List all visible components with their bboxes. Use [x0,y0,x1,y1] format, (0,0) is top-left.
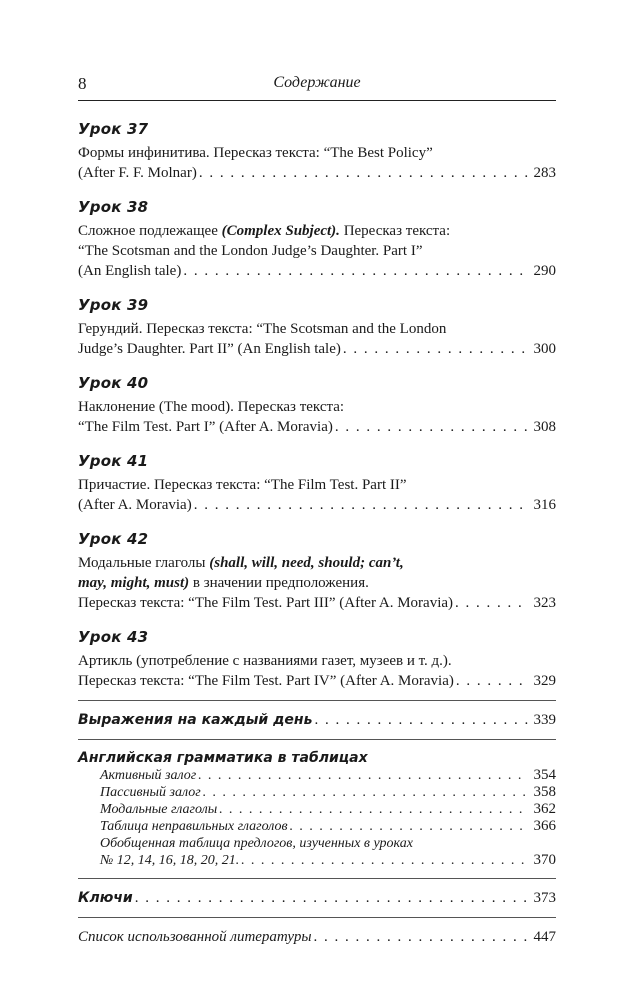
page-ref: 300 [533,341,556,357]
entry-line [78,573,556,593]
section-expressions [78,710,556,730]
entry-text: (After A. Moravia) [78,497,192,513]
entry-text: (An English tale) [78,263,182,279]
entry-text: Пересказ текста: “The Film Test. Part III” (After A. Moravia) [78,595,454,611]
entry-last-line [78,593,556,613]
subitem-label: Таблица неправильных глаголов [100,819,288,834]
page-ref: 329 [533,673,556,689]
page-number: 8 [78,74,87,93]
divider [78,917,556,918]
dot-leader [456,671,528,691]
entry-text: Сложное подлежащее [78,223,222,239]
lesson-heading: Урок 40 [78,374,149,392]
divider [78,700,556,701]
section-title: Английская грамматика в таблицах [78,750,368,766]
section-title: Список использованной литературы [78,929,312,945]
lesson-42 [78,529,556,613]
subitem-label: Пассивный залог [100,785,201,800]
entry-term: (Complex Subject). [221,223,340,239]
toc-subitem [78,767,556,784]
entry-line: Артикль (употребление с названиями газет, музеев и т. д.). [78,653,452,669]
dot-leader [135,888,528,908]
dot-leader [343,339,528,359]
entry-last-line [78,495,556,515]
toc-subitem-line: Обобщенная таблица предлогов, изученных в уроках [100,836,413,851]
lesson-37 [78,119,556,183]
lesson-heading: Урок 43 [78,628,149,646]
page-ref: 290 [533,263,556,279]
section-keys [78,888,556,908]
entry-last-line [78,671,556,691]
page-ref: 323 [533,595,556,611]
entry-text: (After F. F. Molnar) [78,165,197,181]
page-ref: 370 [533,852,556,868]
entry-term: may, might, must) [78,575,190,591]
toc-subitem [78,818,556,835]
dot-leader [314,710,528,730]
section-grammar [78,749,556,869]
entry-line [78,221,556,241]
lesson-43 [78,627,556,691]
page-ref: 447 [533,929,556,945]
entry-text: Модальные глаголы [78,555,210,571]
page-ref: 339 [533,712,556,728]
section-title: Ключи [78,890,133,906]
toc-subitem [78,852,556,869]
dot-leader [199,163,528,183]
dot-leader [290,818,528,835]
page-ref: 358 [533,784,556,800]
dot-leader [203,784,528,801]
entry-text: “The Film Test. Part I” (After A. Moravia) [78,419,333,435]
entry-last-line [78,339,556,359]
running-title: Содержание [273,74,361,91]
entry-last-line [78,417,556,437]
dot-leader [219,801,528,818]
entry-text: в значении предположения. [189,575,369,591]
entry-line: Формы инфинитива. Пересказ текста: “The Best Policy” [78,145,433,161]
lesson-38 [78,197,556,281]
lesson-41 [78,451,556,515]
toc-page [78,66,556,947]
entry-text: Judge’s Daughter. Part II” (An English tale) [78,341,341,357]
dot-leader [194,495,528,515]
section-references [78,927,556,947]
lesson-heading: Урок 41 [78,452,149,470]
entry-line: Причастие. Пересказ текста: “The Film Test. Part II” [78,477,407,493]
subitem-label: № 12, 14, 16, 18, 20, 21. [100,853,240,868]
entry-last-line [78,261,556,281]
dot-leader [335,417,528,437]
dot-leader [183,261,528,281]
dot-leader [314,927,528,947]
entry-line [78,553,556,573]
lesson-39 [78,295,556,359]
subitem-label: Модальные глаголы [100,802,218,817]
page-ref: 373 [533,890,556,906]
page-ref: 308 [533,419,556,435]
lesson-heading: Урок 37 [78,120,149,138]
dot-leader [455,593,528,613]
divider [78,739,556,740]
section-title: Выражения на каждый день [78,712,313,728]
page-ref: 316 [533,497,556,513]
subitem-label: Активный залог [100,768,197,783]
entry-line: “The Scotsman and the London Judge’s Daughter. Part I” [78,243,423,259]
lesson-heading: Урок 39 [78,296,149,314]
divider [78,878,556,879]
toc-subitem [78,801,556,818]
lesson-heading: Урок 38 [78,198,149,216]
entry-term: (shall, will, need, should; can’t, [209,555,404,571]
page-header [78,66,556,101]
toc-subitem [78,784,556,801]
page-ref: 354 [533,767,556,783]
lesson-heading: Урок 42 [78,530,149,548]
page-ref: 362 [533,801,556,817]
dot-leader [198,767,528,784]
entry-line: Наклонение (The mood). Пересказ текста: [78,399,345,415]
entry-line: Герундий. Пересказ текста: “The Scotsman and the London [78,321,447,337]
dot-leader [241,852,528,869]
entry-text: Пересказ текста: [339,223,451,239]
entry-text: Пересказ текста: “The Film Test. Part IV” (After A. Moravia) [78,673,454,689]
lesson-40 [78,373,556,437]
entry-last-line [78,163,556,183]
page-ref: 366 [533,818,556,834]
page-ref: 283 [533,165,556,181]
